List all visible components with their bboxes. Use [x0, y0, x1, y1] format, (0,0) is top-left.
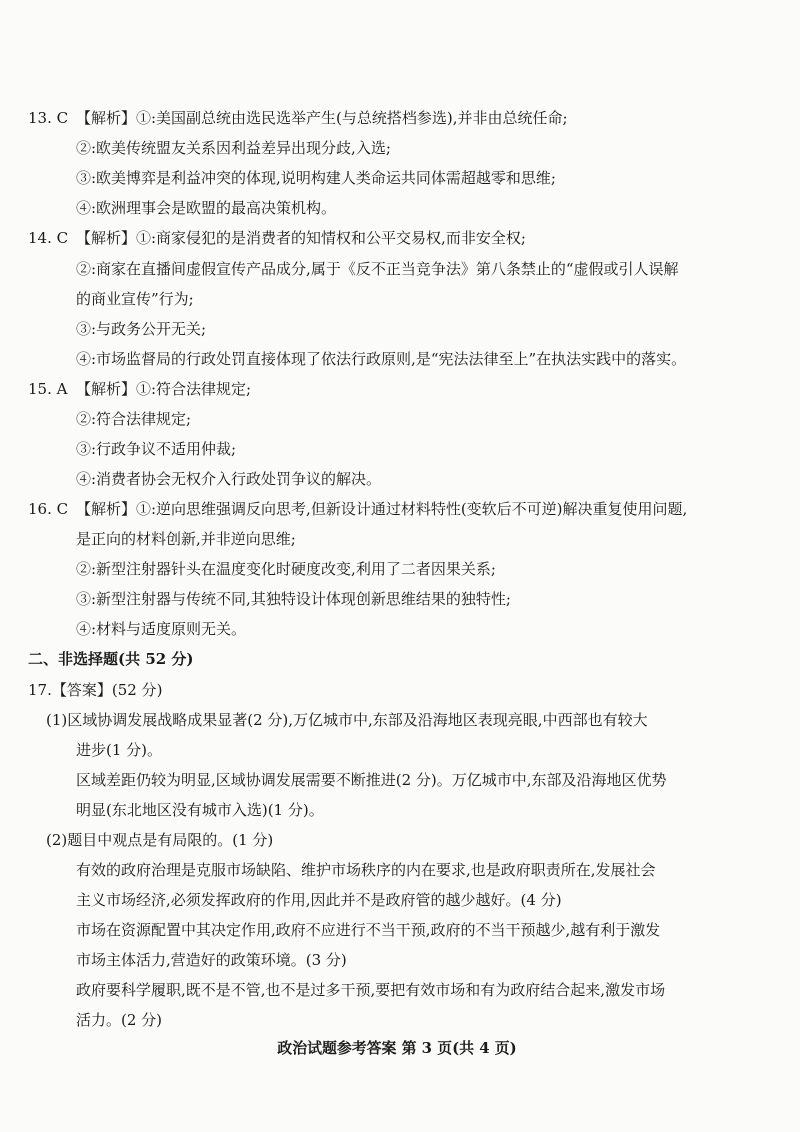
q13-line-2: ②:欧美传统盟友关系因利益差异出现分歧,入选; [76, 139, 391, 157]
q15-number: 15. A [28, 380, 68, 398]
page-footer: 政治试题参考答案 第 3 页(共 4 页) [277, 1039, 517, 1057]
q15-analysis-1: 【解析】①:符合法律规定; [76, 380, 252, 398]
q13-line-3: ③:欧美博弈是利益冲突的体现,说明构建人类命运共同体需超越零和思维; [76, 169, 556, 187]
q13-line-1 [28, 107, 568, 129]
section-2-title: 二、非选择题(共 52 分) [28, 650, 194, 668]
q17-part2-line-3: 主义市场经济,必须发挥政府的作用,因此并不是政府管的越少越好。(4 分) [76, 891, 562, 909]
q14-number: 14. C [28, 229, 69, 247]
q16-line-2: 是正向的材料创新,并非逆向思维; [76, 530, 296, 548]
q17-heading: 17.【答案】(52 分) [28, 681, 163, 699]
q15-line-3: ③:行政争议不适用仲裁; [76, 440, 237, 458]
q17-part1-line-4: 明显(东北地区没有城市入选)(1 分)。 [76, 801, 324, 819]
q15-line-1 [28, 378, 251, 400]
q16-line-5: ④:材料与适度原则无关。 [76, 620, 247, 638]
q16-number: 16. C [28, 500, 69, 518]
q17-part2-line-1: (2)题目中观点是有局限的。(1 分) [46, 831, 274, 849]
q17-part2-line-2: 有效的政府治理是克服市场缺陷、维护市场秩序的内在要求,也是政府职责所在,发展社会 [76, 861, 656, 879]
q16-analysis-1: 【解析】①:逆向思维强调反向思考,但新设计通过材料特性(变软后不可逆)解决重复使用问题, [76, 500, 688, 518]
q17-part2-line-5: 市场主体活力,营造好的政策环境。(3 分) [76, 951, 347, 969]
q14-line-4: ③:与政务公开无关; [76, 320, 207, 338]
q13-line-4: ④:欧洲理事会是欧盟的最高决策机构。 [76, 199, 337, 217]
q15-line-2: ②:符合法律规定; [76, 410, 192, 428]
q17-part1-line-2: 进步(1 分)。 [76, 741, 163, 759]
q14-line-2: ②:商家在直播间虚假宣传产品成分,属于《反不正当竞争法》第八条禁止的“虚假或引人误解 [76, 260, 679, 278]
q17-part2-line-6: 政府要科学履职,既不是不管,也不是过多干预,要把有效市场和有为政府结合起来,激发市场 [76, 981, 666, 999]
q16-line-1 [28, 498, 687, 520]
q14-line-3: 的商业宣传”行为; [76, 290, 194, 308]
q14-line-5: ④:市场监督局的行政处罚直接体现了依法行政原则,是“宪法法律至上”在执法实践中的落实。 [76, 350, 687, 368]
q17-part2-line-4: 市场在资源配置中其决定作用,政府不应进行不当干预,政府的不当干预越少,越有利于激发 [76, 921, 661, 939]
q13-analysis-1: 【解析】①:美国副总统由选民选举产生(与总统搭档参选),并非由总统任命; [76, 109, 568, 127]
q14-line-1 [28, 227, 526, 249]
q13-number: 13. C [28, 109, 69, 127]
q16-line-3: ②:新型注射器针头在温度变化时硬度改变,利用了二者因果关系; [76, 560, 496, 578]
q14-analysis-1: 【解析】①:商家侵犯的是消费者的知情权和公平交易权,而非安全权; [76, 229, 526, 247]
q16-line-4: ③:新型注射器与传统不同,其独特设计体现创新思维结果的独特性; [76, 590, 511, 608]
q17-part1-line-3: 区域差距仍较为明显,区域协调发展需要不断推进(2 分)。万亿城市中,东部及沿海地区优势 [76, 771, 667, 789]
q17-part2-line-7: 活力。(2 分) [76, 1011, 163, 1029]
q15-line-4: ④:消费者协会无权介入行政处罚争议的解决。 [76, 470, 382, 488]
q17-part1-line-1: (1)区域协调发展战略成果显著(2 分),万亿城市中,东部及沿海地区表现亮眼,中西部也有较大 [46, 711, 648, 729]
